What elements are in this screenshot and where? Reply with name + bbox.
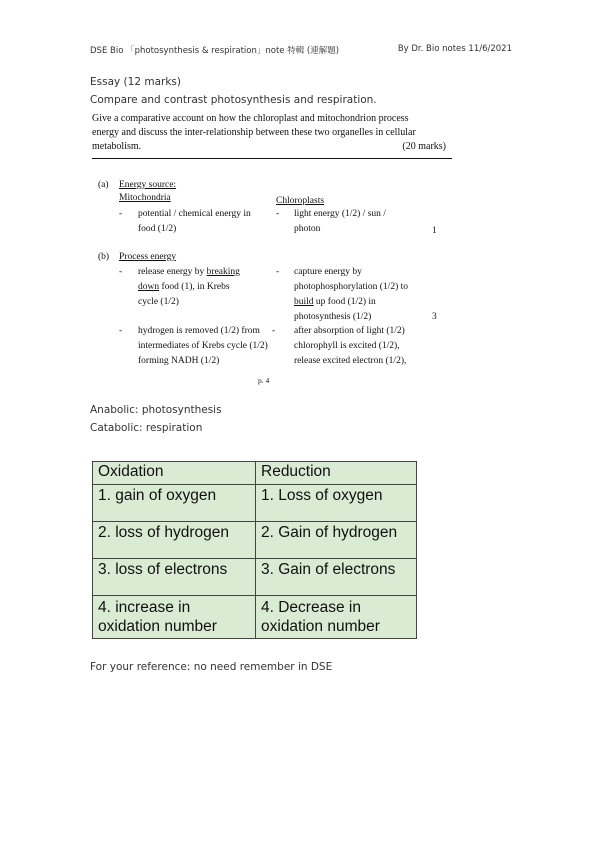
- table-cell: 2. loss of hydrogen: [93, 522, 256, 559]
- a-col2-line: photon: [294, 224, 321, 234]
- b1-col2-underlined: build: [294, 297, 314, 307]
- dash: -: [276, 267, 280, 277]
- table-row: [93, 522, 417, 559]
- table-row: [93, 596, 417, 639]
- part-b-label: (b): [98, 252, 110, 262]
- b1-col1-line1: [138, 265, 240, 280]
- table-row: [93, 559, 417, 596]
- question-line: Give a comparative account on how the chloroplast and mitochondrion process: [92, 113, 409, 124]
- b2-col2-line: chlorophyll is excited (1/2),: [294, 341, 400, 351]
- dash: -: [119, 326, 123, 336]
- essay-prompt: Compare and contrast photosynthesis and respiration.: [90, 94, 377, 106]
- b1-col2-line: photosynthesis (1/2): [294, 312, 372, 322]
- mitochondria-heading: Mitochondria: [119, 193, 171, 203]
- b1-col2-line3: [294, 295, 376, 310]
- part-a-label: (a): [98, 180, 109, 190]
- table-cell: 2. Gain of hydrogen: [256, 522, 417, 559]
- table-cell: 4. Decrease in oxidation number: [256, 596, 417, 639]
- b2-col1-line: intermediates of Krebs cycle (1/2): [138, 341, 268, 351]
- dash: -: [272, 326, 276, 336]
- header-reduction: Reduction: [256, 462, 417, 485]
- part-b-mark: 3: [432, 312, 437, 322]
- b2-col2-line: release excited electron (1/2),: [294, 356, 407, 366]
- b1-col1-underlined: breaking: [206, 267, 240, 277]
- redox-table: [92, 461, 417, 639]
- b1-col2-line: photophosphorylation (1/2) to: [294, 282, 408, 292]
- part-a-heading: Energy source:: [119, 180, 177, 190]
- question-line: metabolism.: [92, 141, 142, 152]
- dash: -: [119, 209, 123, 219]
- part-a-mark: 1: [432, 226, 437, 236]
- b2-col2-line: after absorption of light (1/2): [294, 326, 405, 336]
- header-left: DSE Bio 「photosynthesis & respiration」note 特輯 (連解題): [90, 46, 340, 56]
- table-row: [93, 485, 417, 522]
- b1-col1-line2: [138, 280, 230, 295]
- scan-page-number: p. 4: [258, 376, 270, 385]
- scanned-question: [92, 112, 450, 154]
- header-right: By Dr. Bio notes 11/6/2021: [397, 44, 512, 54]
- chloroplasts-heading: Chloroplasts: [276, 196, 325, 206]
- header-oxidation: Oxidation: [93, 462, 256, 485]
- b2-col1-line: hydrogen is removed (1/2) from: [138, 326, 260, 336]
- a-col1-line: food (1/2): [138, 224, 177, 234]
- question-divider: [92, 158, 452, 159]
- question-line: energy and discuss the inter-relationship between these two organelles in cellular: [92, 127, 416, 138]
- table-header-row: [93, 462, 417, 485]
- note-anabolic: Anabolic: photosynthesis: [90, 404, 222, 416]
- b1-col2-text: up food (1/2) in: [313, 297, 376, 307]
- a-col1-line: potential / chemical energy in: [138, 209, 251, 219]
- b1-col1-underlined: down: [138, 282, 160, 292]
- table-cell: 3. Gain of electrons: [256, 559, 417, 596]
- dash: -: [119, 267, 123, 277]
- table-cell: 1. gain of oxygen: [93, 485, 256, 522]
- dash: -: [276, 209, 280, 219]
- essay-title: Essay (12 marks): [90, 76, 181, 88]
- a-col2-line: light energy (1/2) / sun /: [294, 209, 386, 219]
- b1-col1-text: food (1), in Krebs: [159, 282, 230, 292]
- footer-note: For your reference: no need remember in DSE: [90, 661, 333, 673]
- part-b-heading: Process energy: [119, 252, 177, 262]
- b1-col1-line3: cycle (1/2): [138, 297, 179, 307]
- table-cell: 3. loss of electrons: [93, 559, 256, 596]
- b2-col1-line: forming NADH (1/2): [138, 356, 220, 366]
- page-header: [90, 44, 512, 56]
- b1-col1-text: release energy by: [138, 267, 207, 277]
- b1-col2-line: capture energy by: [294, 267, 362, 277]
- table-cell: 1. Loss of oxygen: [256, 485, 417, 522]
- table-cell: 4. increase in oxidation number: [93, 596, 256, 639]
- question-marks: (20 marks): [402, 141, 446, 152]
- note-catabolic: Catabolic: respiration: [90, 422, 203, 434]
